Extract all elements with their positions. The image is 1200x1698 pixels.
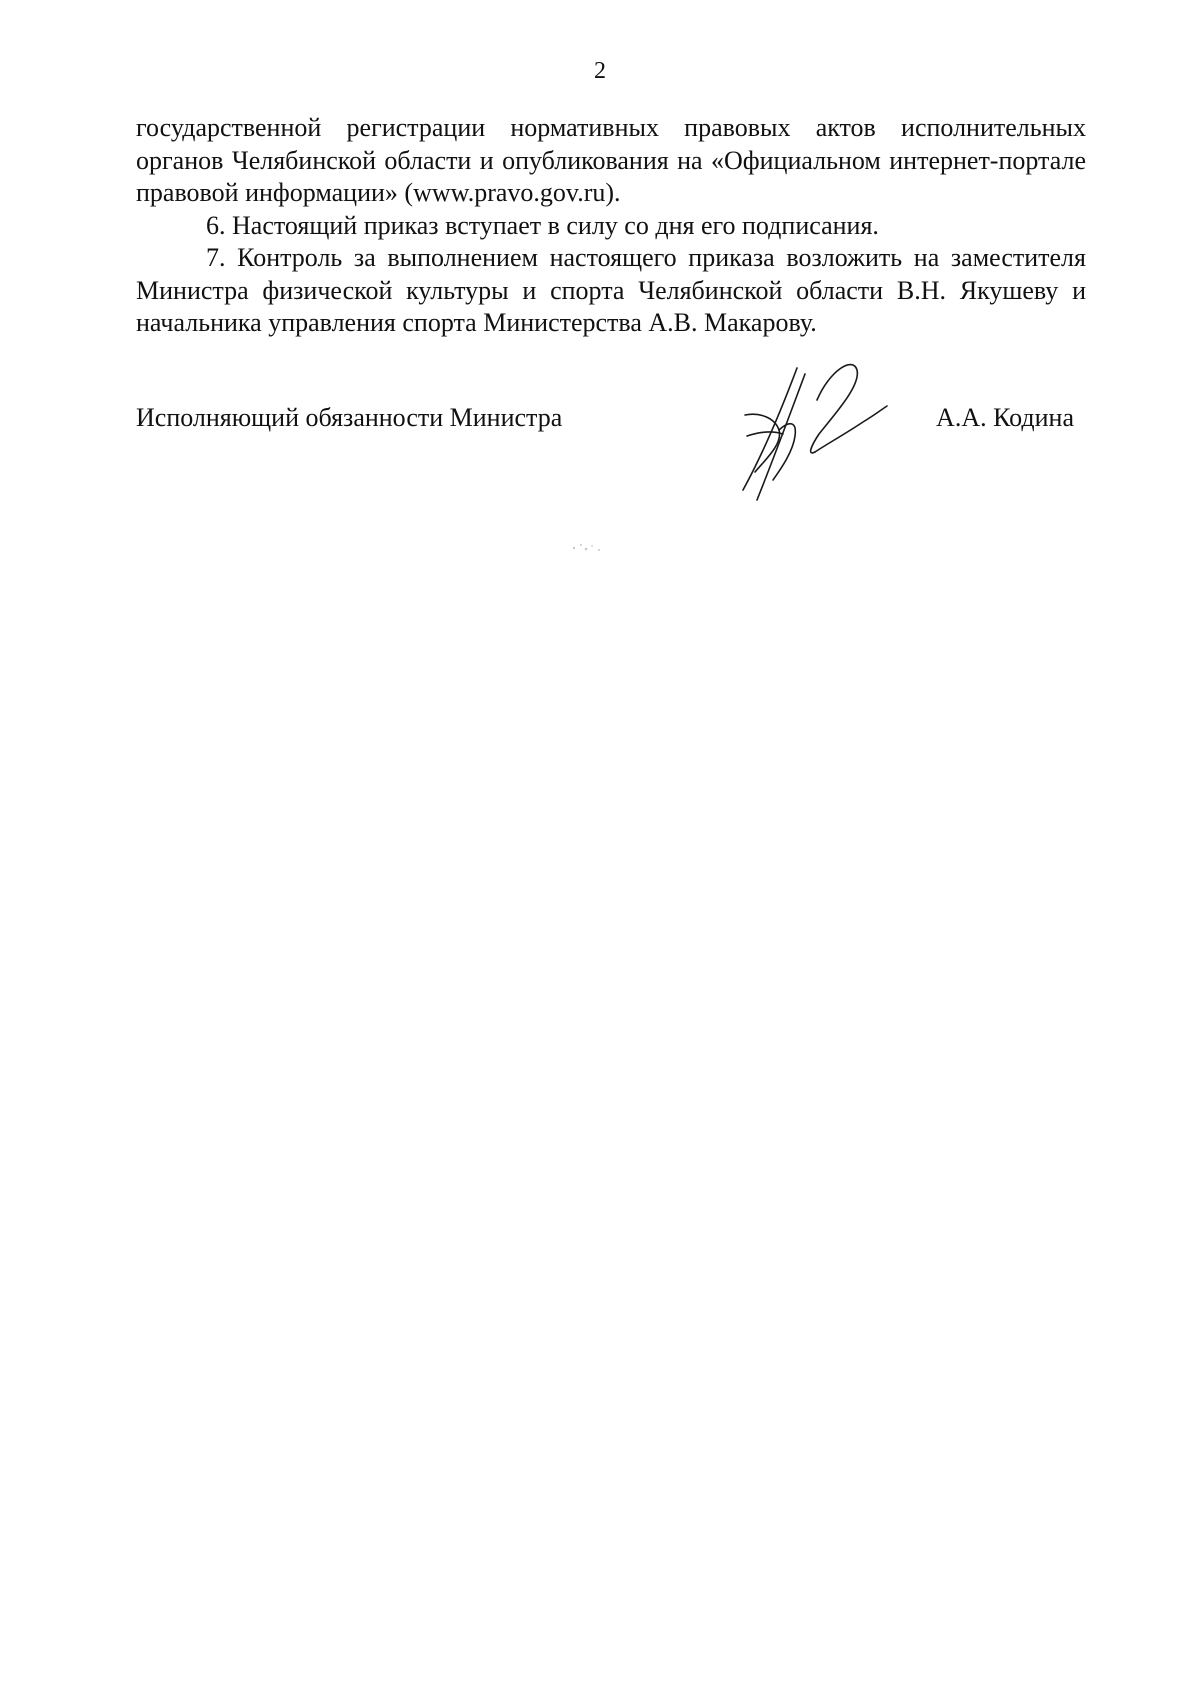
paragraph-6: 6. Настоящий приказ вступает в силу со дня его подписания. [206, 210, 879, 240]
handwritten-signature-icon [735, 360, 905, 510]
paragraph-7: 7. Контроль за выполнением настоящего приказа возложить на заместителя Министра физической культуры и спорта Челябинской области В.Н. Якушеву и начальника управления спорта Министерства А.В. Макарову. [136, 243, 1086, 337]
document-body [136, 112, 1086, 340]
signer-position: Исполняющий обязанности Министра [136, 403, 563, 432]
signature-block [136, 402, 1086, 462]
signer-name: А.А. Кодина [936, 403, 1074, 432]
paragraph-continuation: государственной регистрации нормативных правовых актов исполнительных органов Челябинской области и опубликования на «Официальном интернет-портале правовой информации» (www.pravo.gov.ru). [136, 113, 1086, 207]
page-number: 2 [594, 58, 606, 84]
scan-artifact-icon [568, 536, 608, 556]
